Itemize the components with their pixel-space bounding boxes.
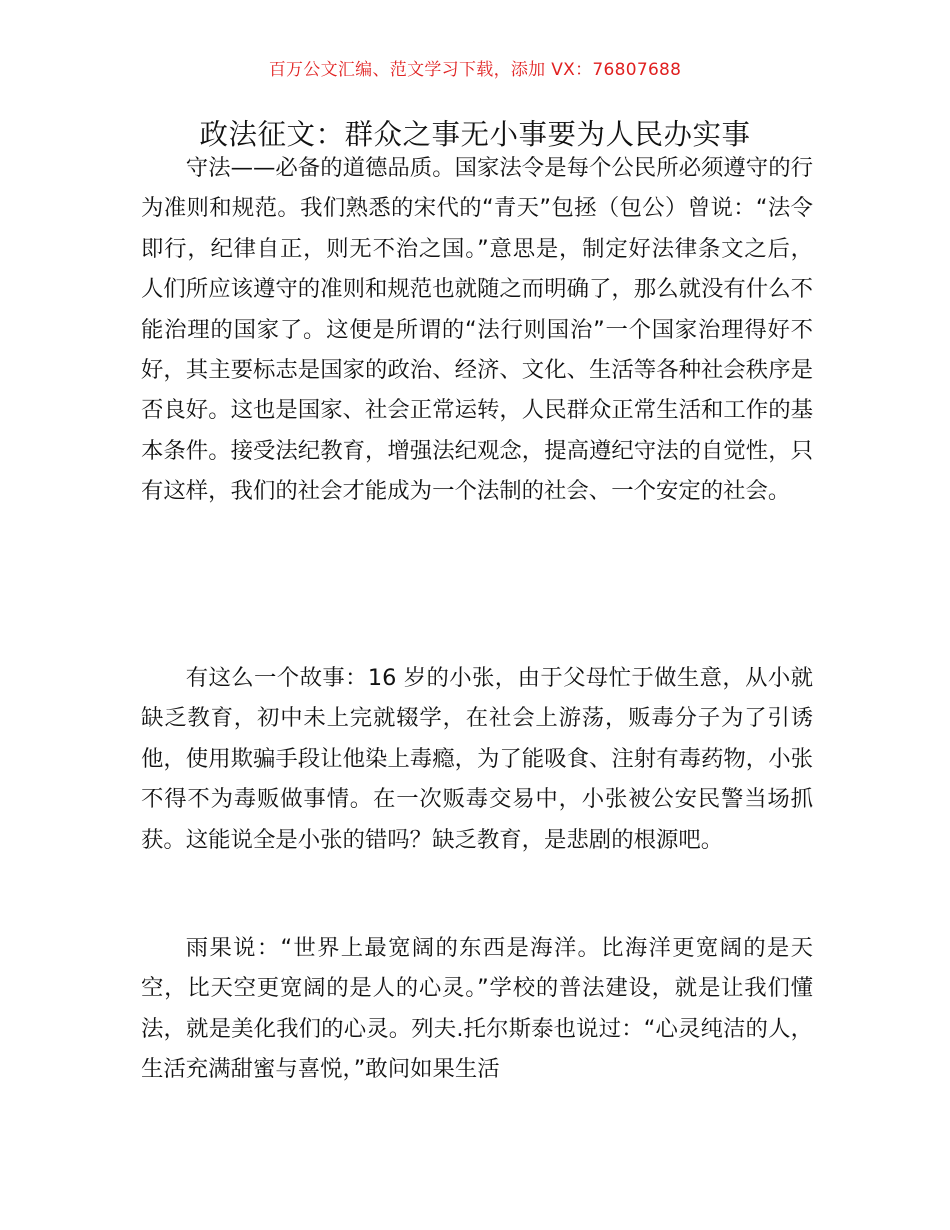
paragraph-3 [141,928,813,1090]
promo-header-banner: 百万公文汇编、范文学习下载，添加 VX：76807688 [268,60,682,80]
paragraph-text: 守法——必备的道德品质。国家法令是每个公民所必须遵守的行为准则和规范。我们熟悉的宋代的“青天”包拯（包公）曾说：“法令即行，纪律自正，则无不治之国。”意思是，制定好法律条文之后，人们所应该遵守的准则和规范也就随之而明确了，那么就没有什么不能治理的国家了。这便是所谓的“法行则国治”一个国家治理得好不好，其主要标志是国家的政治、经济、文化、生活等各种社会秩序是否良好。这也是国家、社会正常运转，人民群众正常生活和工作的基本条件。接受法纪教育，增强法纪观念，提高遵纪守法的自觉性，只有这样，我们的社会才能成为一个法制的社会、一个安定的社会。 [141,155,813,505]
paragraph-text: 雨果说：“世界上最宽阔的东西是海洋。比海洋更宽阔的是天空，比天空更宽阔的是人的心灵。”学校的普法建设，就是让我们懂法，就是美化我们的心灵。列夫.托尔斯泰也说过：“心灵纯洁的人，生活充满甜蜜与喜悦，”敢问如果生活 [141,935,813,1083]
paragraph-2 [141,658,813,860]
paragraph-1 [141,148,813,512]
paragraph-text: 有这么一个故事：16 岁的小张，由于父母忙于做生意，从小就缺乏教育，初中未上完就辍学，在社会上游荡，贩毒分子为了引诱他，使用欺骗手段让他染上毒瘾，为了能吸食、注射有毒药物，小张不得不为毒贩做事情。在一次贩毒交易中，小张被公安民警当场抓获。这能说全是小张的错吗？缺乏教育，是悲剧的根源吧。 [141,665,813,853]
document-title: 政法征文：群众之事无小事要为人民办实事 [199,118,751,151]
